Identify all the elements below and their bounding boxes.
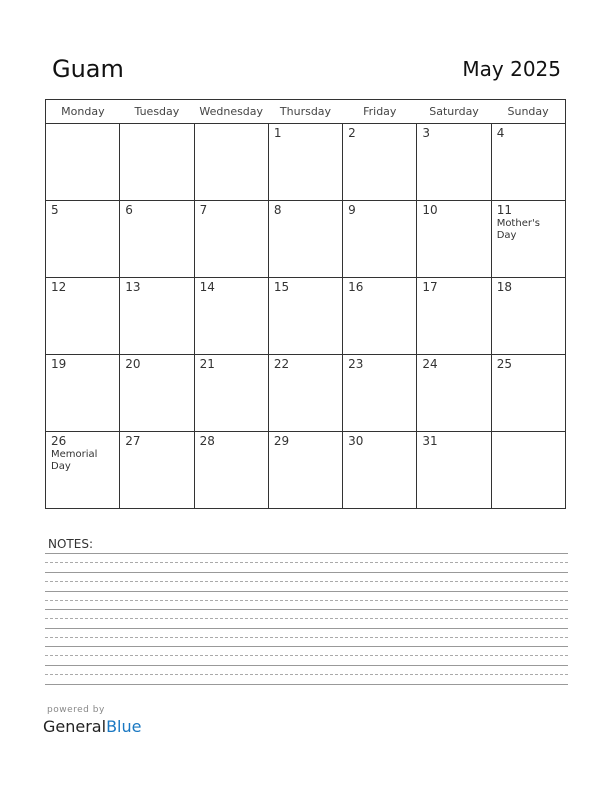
- day-cell-content: [46, 432, 119, 504]
- day-cell: [417, 432, 491, 509]
- day-cell: [417, 355, 491, 432]
- day-cell-content: [120, 201, 193, 273]
- day-cell-content: [120, 432, 193, 504]
- day-number: 8: [273, 203, 282, 217]
- day-number: 25: [496, 357, 512, 371]
- brand-blue: Blue: [106, 717, 142, 736]
- day-cell: [268, 201, 342, 278]
- weekday-header: Sunday: [491, 100, 565, 124]
- day-number: 30: [348, 434, 364, 448]
- day-cell: [120, 124, 194, 201]
- day-cell: [343, 432, 417, 509]
- week-row: [46, 278, 566, 355]
- day-cell: [46, 432, 120, 509]
- note-line: [45, 628, 568, 629]
- day-cell-content: [46, 124, 119, 196]
- powered-by-label: powered by: [47, 705, 105, 715]
- brand-general: General: [43, 717, 107, 736]
- day-cell-content: [269, 278, 342, 350]
- day-cell: [120, 355, 194, 432]
- day-number: 20: [125, 357, 141, 371]
- day-number: 7: [199, 203, 208, 217]
- note-line: [45, 591, 568, 592]
- day-cell-content: [492, 201, 565, 273]
- day-cell-content: [492, 278, 565, 350]
- day-cell: [46, 124, 120, 201]
- day-cell-content: [195, 201, 268, 273]
- note-line: [45, 553, 568, 554]
- day-cell-content: [343, 201, 416, 273]
- day-cell-content: [269, 124, 342, 196]
- note-line: [45, 674, 568, 675]
- day-cell: [268, 355, 342, 432]
- day-cell: [491, 278, 565, 355]
- day-number: 31: [422, 434, 438, 448]
- day-cell-content: [269, 432, 342, 504]
- day-cell-content: [120, 278, 193, 350]
- day-cell-content: [195, 278, 268, 350]
- day-cell-content: [417, 278, 490, 350]
- week-row: [46, 432, 566, 509]
- week-row: [46, 124, 566, 201]
- day-cell: [194, 432, 268, 509]
- holiday-label: Mother's Day: [496, 218, 540, 241]
- day-cell-content: [343, 124, 416, 196]
- day-number: 29: [273, 434, 290, 448]
- day-number: 14: [199, 280, 215, 294]
- day-number: 13: [125, 280, 141, 294]
- note-line: [45, 581, 568, 582]
- day-number: 11: [496, 203, 512, 217]
- day-number: 5: [51, 203, 59, 217]
- day-cell: [194, 124, 268, 201]
- day-number: 10: [422, 203, 438, 217]
- day-cell: [417, 124, 491, 201]
- note-line: [45, 618, 568, 619]
- notes-label: NOTES:: [48, 537, 93, 551]
- weekday-header-row: [46, 100, 566, 124]
- day-number: 12: [51, 280, 67, 294]
- day-cell-content: [492, 432, 565, 504]
- note-line: [45, 655, 568, 656]
- month-label: May 2025: [462, 57, 561, 81]
- day-cell: [491, 201, 565, 278]
- day-number: 22: [273, 357, 290, 371]
- day-cell: [194, 201, 268, 278]
- day-cell-content: [343, 278, 416, 350]
- day-cell-content: [417, 201, 490, 273]
- week-row: [46, 355, 566, 432]
- note-line: [45, 609, 568, 610]
- note-line: [45, 684, 568, 685]
- day-number: 24: [422, 357, 438, 371]
- day-cell-content: [46, 355, 119, 427]
- day-cell-content: [417, 432, 490, 504]
- day-number: 19: [51, 357, 67, 371]
- note-line: [45, 646, 568, 647]
- day-cell-content: [269, 355, 342, 427]
- day-number: 26: [51, 434, 67, 448]
- weekday-header: Wednesday: [194, 100, 268, 124]
- day-number: 4: [496, 126, 505, 140]
- day-cell-content: [343, 355, 416, 427]
- day-cell-content: [417, 355, 490, 427]
- day-number: 27: [125, 434, 141, 448]
- day-cell: [343, 124, 417, 201]
- note-line: [45, 572, 568, 573]
- day-cell: [343, 278, 417, 355]
- day-cell: [491, 432, 565, 509]
- day-cell-content: [492, 355, 565, 427]
- day-cell: [120, 432, 194, 509]
- day-cell: [194, 355, 268, 432]
- day-number: 21: [199, 357, 215, 371]
- holiday-label: Memorial Day: [51, 449, 98, 472]
- day-cell: [120, 278, 194, 355]
- day-cell: [46, 278, 120, 355]
- day-cell-content: [195, 432, 268, 504]
- day-cell-content: [46, 278, 119, 350]
- day-cell-content: [195, 355, 268, 427]
- note-line: [45, 665, 568, 666]
- day-number: 1: [273, 126, 282, 140]
- day-number: 16: [348, 280, 364, 294]
- day-cell-content: [269, 201, 342, 273]
- day-cell: [491, 355, 565, 432]
- day-cell-content: [46, 201, 119, 273]
- day-cell-content: [195, 124, 268, 196]
- day-cell-content: [492, 124, 565, 196]
- day-cell: [268, 124, 342, 201]
- brand-logo: [43, 717, 141, 736]
- day-cell-content: [120, 124, 193, 196]
- weekday-header: Monday: [46, 100, 120, 124]
- day-cell: [343, 355, 417, 432]
- weekday-header: Friday: [343, 100, 417, 124]
- day-number: 15: [273, 280, 290, 294]
- note-line: [45, 562, 568, 563]
- day-cell: [268, 278, 342, 355]
- day-cell-content: [120, 355, 193, 427]
- day-number: 2: [348, 126, 356, 140]
- day-cell: [417, 278, 491, 355]
- day-cell: [417, 201, 491, 278]
- day-cell: [120, 201, 194, 278]
- day-cell: [343, 201, 417, 278]
- weekday-header: Tuesday: [120, 100, 194, 124]
- day-cell-content: [343, 432, 416, 504]
- day-number: 23: [348, 357, 364, 371]
- note-line: [45, 600, 568, 601]
- day-cell: [491, 124, 565, 201]
- day-number: 9: [348, 203, 356, 217]
- weekday-header: Saturday: [417, 100, 491, 124]
- weekday-header: Thursday: [268, 100, 342, 124]
- day-cell: [194, 278, 268, 355]
- page-title: Guam: [52, 55, 124, 83]
- day-number: 3: [422, 126, 431, 140]
- day-cell: [46, 355, 120, 432]
- calendar-grid: [45, 99, 566, 509]
- day-number: 18: [496, 280, 512, 294]
- week-row: [46, 201, 566, 278]
- day-number: 6: [125, 203, 133, 217]
- day-cell-content: [417, 124, 490, 196]
- day-cell: [268, 432, 342, 509]
- day-number: 28: [199, 434, 215, 448]
- day-cell: [46, 201, 120, 278]
- day-number: 17: [422, 280, 438, 294]
- note-line: [45, 637, 568, 638]
